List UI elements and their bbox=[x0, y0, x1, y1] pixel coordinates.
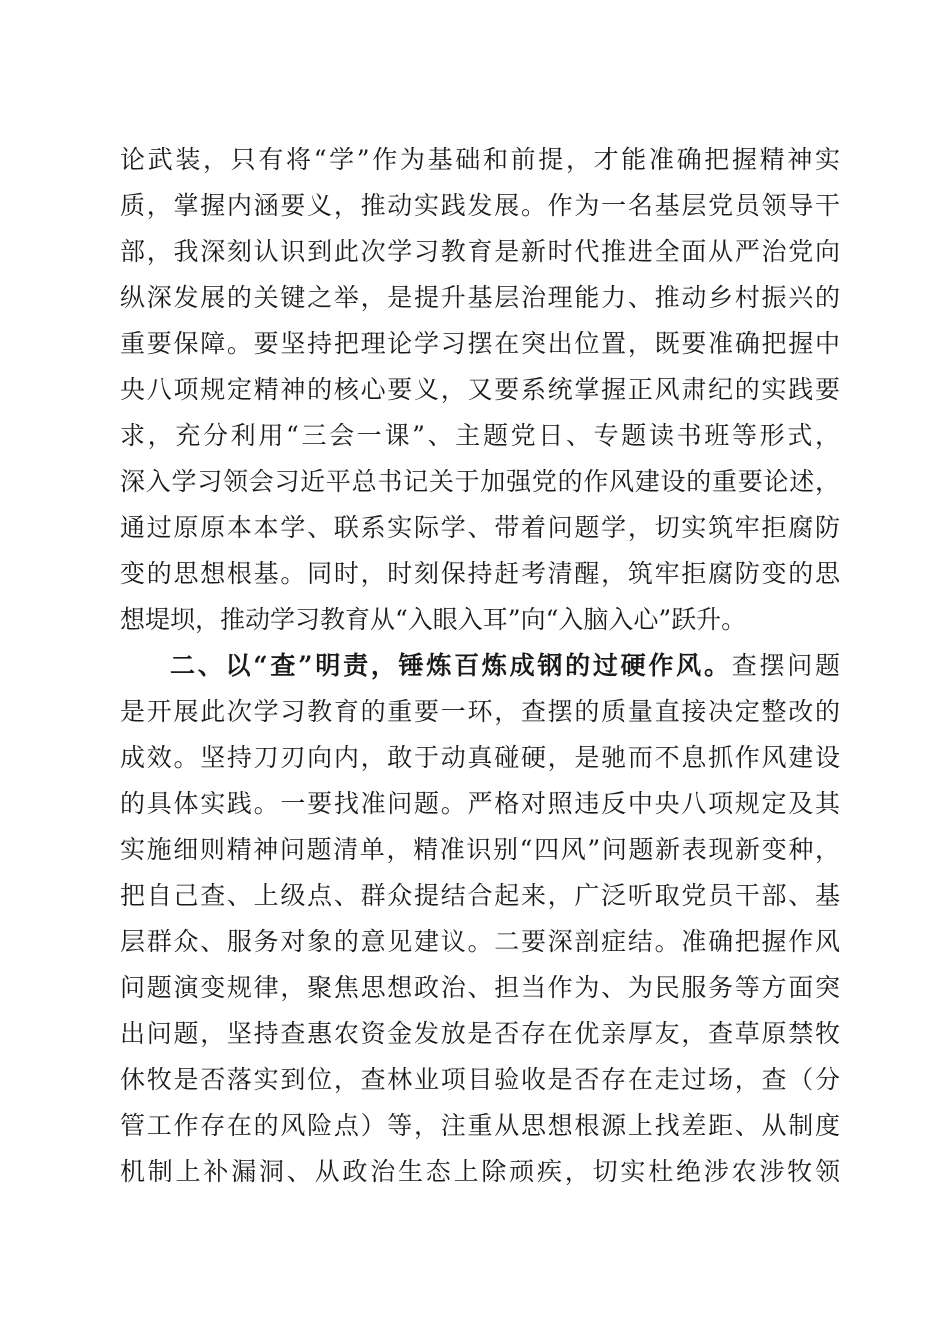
paragraph-1-line-2: 质，掌握内涵要义，推动实践发展。作为一名基层党员领导干 bbox=[120, 191, 840, 220]
paragraph-1-line-11: 想堤坝，推动学习教育从“入眼入耳”向“入脑入心”跃升。 bbox=[120, 605, 747, 634]
body-text bbox=[120, 137, 840, 1195]
paragraph-2-line-6: 把自己查、上级点、群众提结合起来，广泛听取党员干部、基 bbox=[120, 881, 840, 910]
paragraph-1-line-7: 求，充分利用“三会一课”、主题党日、专题读书班等形式， bbox=[120, 421, 840, 450]
paragraph-2-line-2: 是开展此次学习教育的重要一环，查摆的质量直接决定整改的 bbox=[120, 697, 840, 726]
section-heading: 二、以“查”明责，锤炼百炼成钢的过硬作风。 bbox=[170, 651, 732, 680]
paragraph-2-line-12: 机制上补漏洞、从政治生态上除顽疾，切实杜绝涉农涉牧领 bbox=[120, 1157, 840, 1186]
paragraph-1-line-1: 论武装，只有将“学”作为基础和前提，才能准确把握精神实 bbox=[120, 145, 840, 174]
paragraph-1-line-3: 部，我深刻认识到此次学习教育是新时代推进全面从严治党向 bbox=[120, 237, 840, 266]
paragraph-1-line-4: 纵深发展的关键之举，是提升基层治理能力、推动乡村振兴的 bbox=[120, 283, 840, 312]
paragraph-1-line-5: 重要保障。要坚持把理论学习摆在突出位置，既要准确把握中 bbox=[120, 329, 840, 358]
paragraph-2-line-3: 成效。坚持刀刃向内，敢于动真碰硬，是驰而不息抓作风建设 bbox=[120, 743, 840, 772]
paragraph-2-first-line-rest: 查摆问题 bbox=[731, 651, 840, 680]
paragraph-2-first-line bbox=[120, 643, 840, 689]
paragraph-2-line-10: 休牧是否落实到位，查林业项目验收是否存在走过场，查（分 bbox=[120, 1065, 840, 1094]
paragraph-1-line-9: 通过原原本本学、联系实际学、带着问题学，切实筑牢拒腐防 bbox=[120, 513, 840, 542]
paragraph-1-line-8: 深入学习领会习近平总书记关于加强党的作风建设的重要论述， bbox=[120, 467, 840, 496]
paragraph-2-line-7: 层群众、服务对象的意见建议。二要深剖症结。准确把握作风 bbox=[120, 927, 840, 956]
paragraph-2-line-5: 实施细则精神问题清单，精准识别“四风”问题新表现新变种， bbox=[120, 835, 840, 864]
paragraph-2-line-8: 问题演变规律，聚焦思想政治、担当作为、为民服务等方面突 bbox=[120, 973, 840, 1002]
paragraph-2-line-9: 出问题，坚持查惠农资金发放是否存在优亲厚友，查草原禁牧 bbox=[120, 1019, 840, 1048]
paragraph-2-line-11: 管工作存在的风险点）等，注重从思想根源上找差距、从制度 bbox=[120, 1111, 840, 1140]
paragraph-1-line-10: 变的思想根基。同时，时刻保持赶考清醒，筑牢拒腐防变的思 bbox=[120, 559, 840, 588]
paragraph-1-line-6: 央八项规定精神的核心要义，又要系统掌握正风肃纪的实践要 bbox=[120, 375, 840, 404]
paragraph-2-line-4: 的具体实践。一要找准问题。严格对照违反中央八项规定及其 bbox=[120, 789, 840, 818]
